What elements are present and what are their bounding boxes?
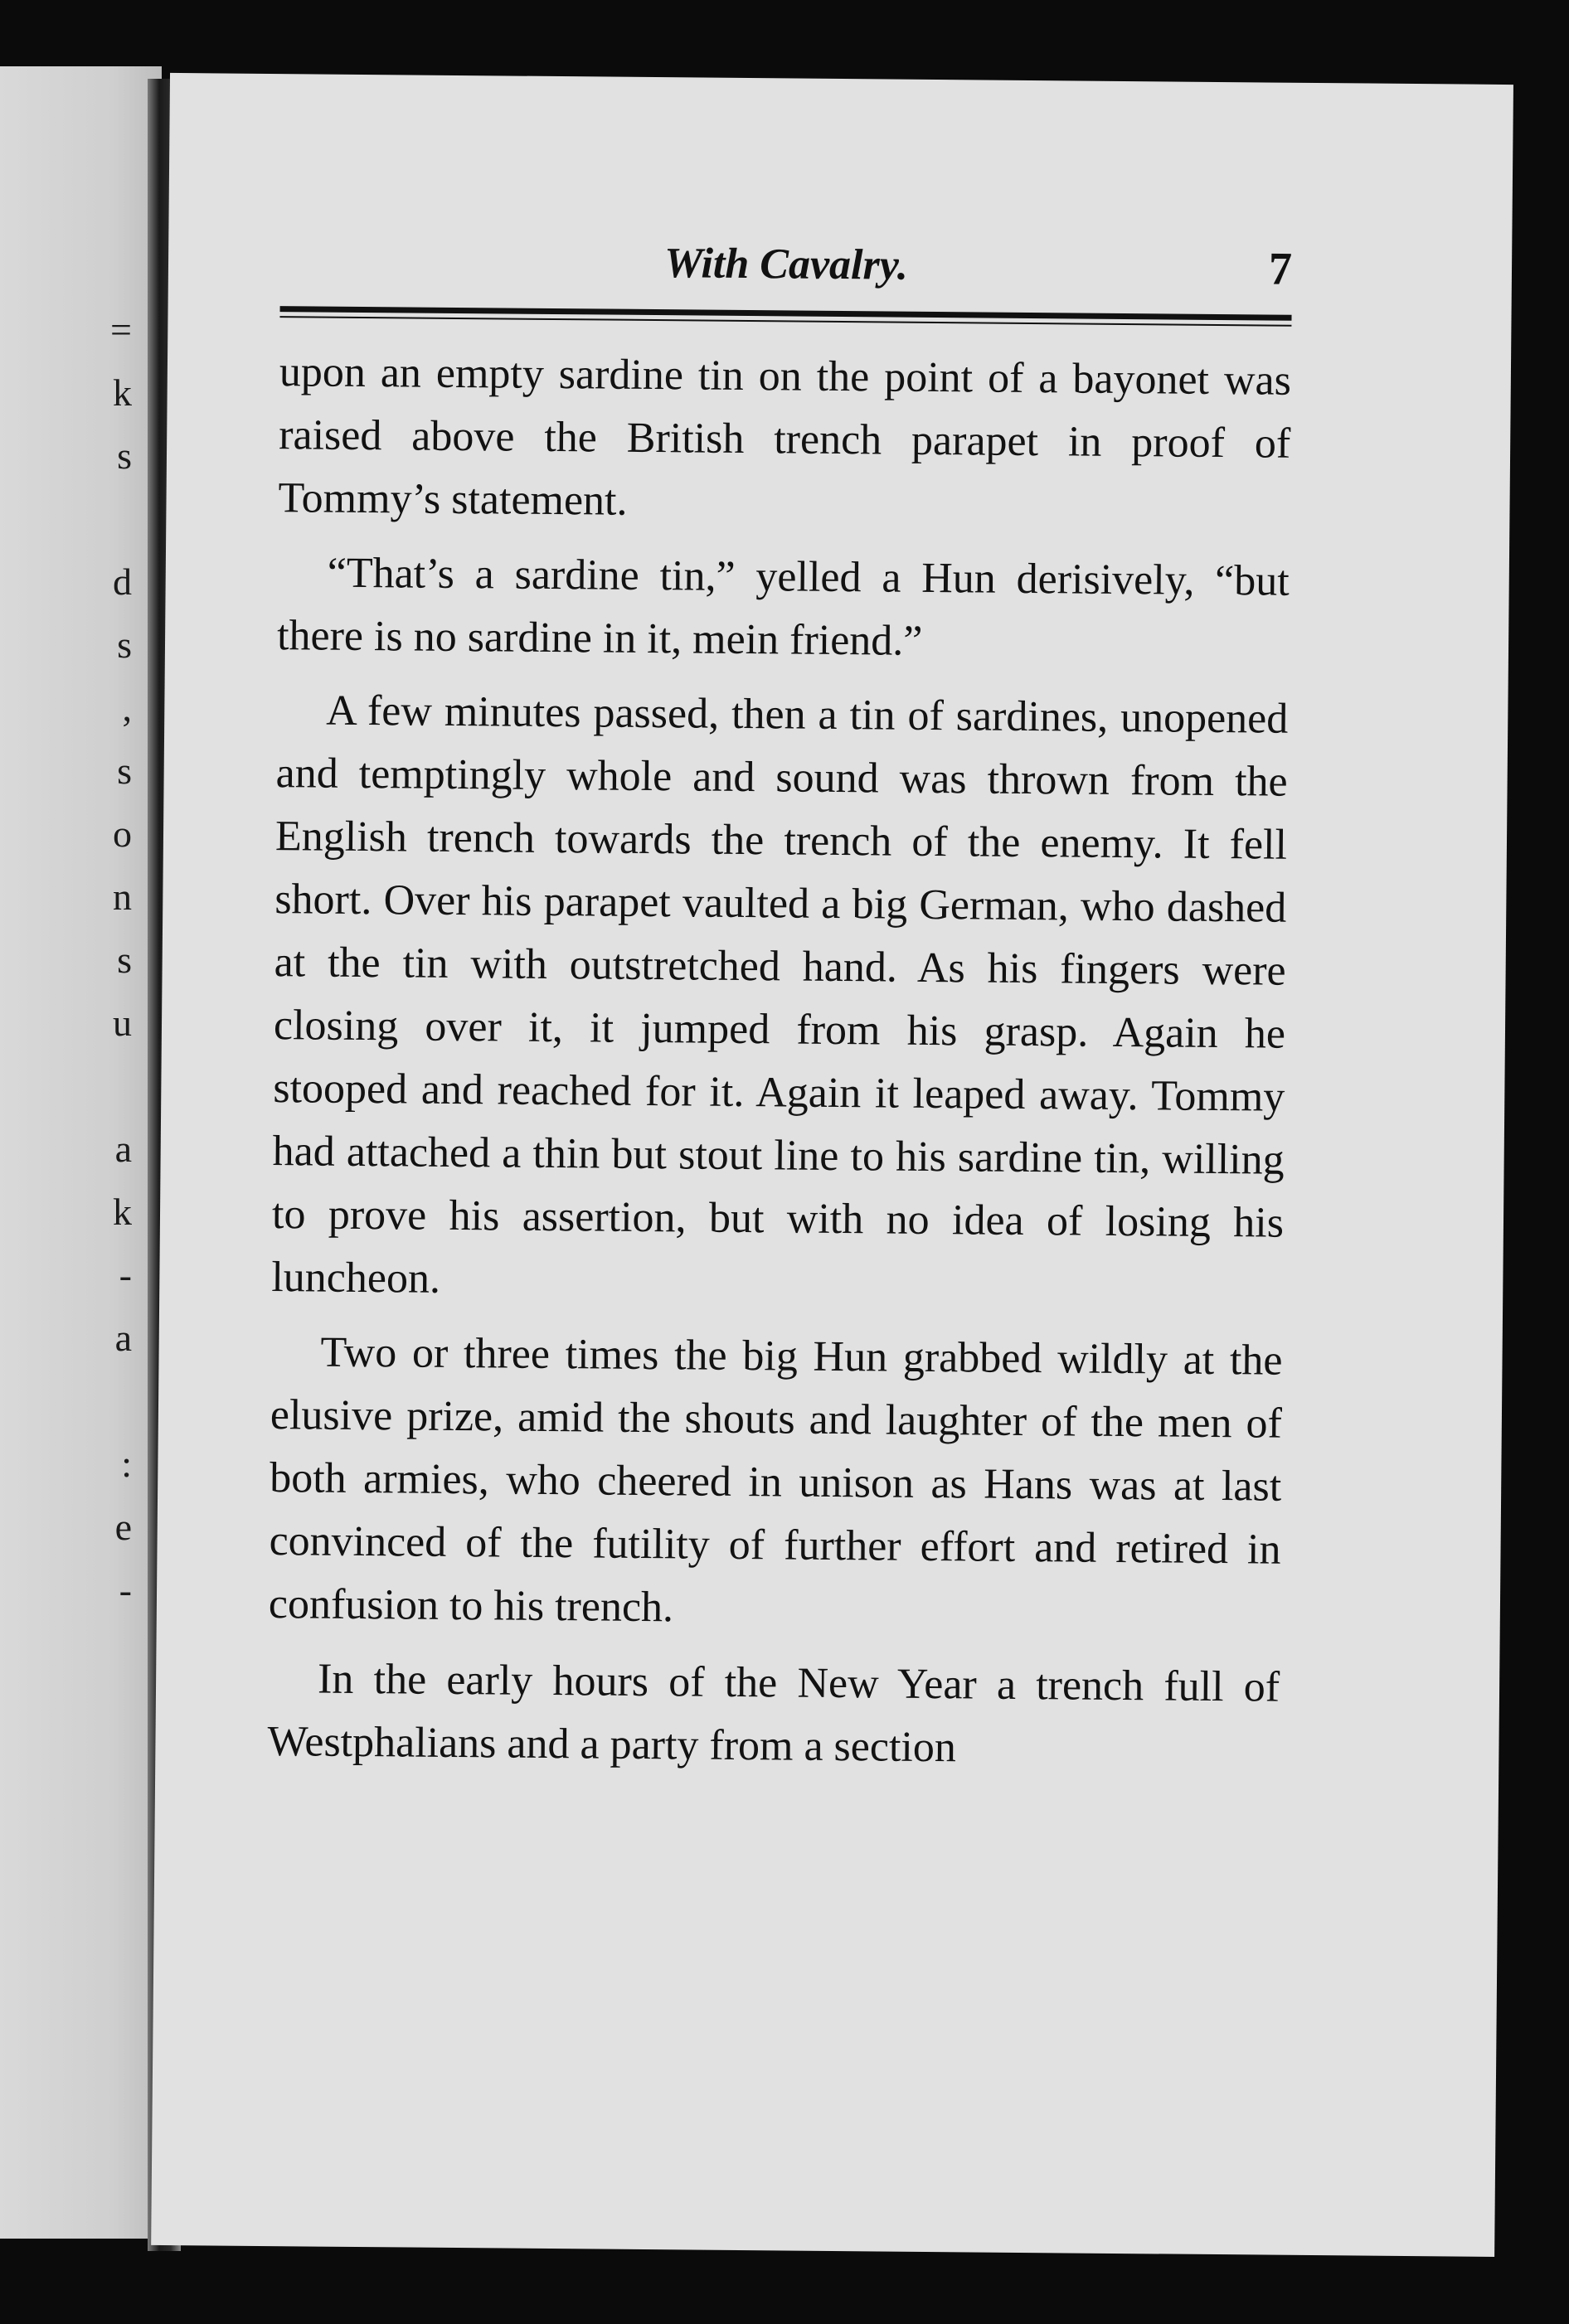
facing-page-fragment: k [113, 371, 132, 414]
facing-page-fragment: n [113, 876, 132, 918]
facing-page-fragment: a [114, 1128, 132, 1170]
facing-page-fragment: d [113, 560, 132, 603]
paragraph: Two or three times the big Hun grabbed wildly at the elusive prize, amid the shouts and laughter of the men of both armies, who cheered in unison as Hans was at last convinced of the futility of further effort and retired in confusion to his trench. [268, 1328, 1283, 1632]
facing-page-fragment: = [110, 308, 132, 351]
facing-page-fragment [99, 1370, 132, 1433]
facing-page-fragment: s [117, 750, 132, 792]
paragraph: A few minutes passed, then a tin of sardines, unopened and temptingly whole and sound was thrown from the English trench towards the trench of the enemy. It fell short. Over his parapet vaulted a big German, who dashed at the tin with outstretched hand. As his fingers were closing over it, it jumped from his grasp. Again he stooped and reached for it. Again it leaped away. Tommy had attached a thin but stout line to his sardine tin, willing to prove his assertion, but with no idea of losing his luncheon. [271, 687, 1289, 1303]
facing-page-fragment: , [122, 687, 132, 729]
facing-page-left [0, 66, 162, 2239]
facing-page-fragment: o [113, 813, 132, 855]
paragraph-continued: upon an empty sardine tin on the point of a bayonet was raised above the British trench parapet in proof of Tommy’s statement. [278, 348, 1292, 525]
facing-page-text-fragments [99, 298, 132, 1622]
book-page [151, 73, 1513, 2257]
facing-page-fragment: - [119, 1569, 132, 1611]
facing-page-fragment: s [117, 623, 132, 666]
facing-page-fragment: s [117, 939, 132, 981]
facing-page-fragment [99, 1055, 132, 1118]
facing-page-fragment: : [121, 1443, 132, 1485]
running-head-title: With Cavalry. [663, 240, 909, 289]
facing-page-fragment: u [113, 1002, 132, 1044]
running-head [280, 231, 1293, 298]
facing-page-fragment: s [117, 434, 132, 477]
paragraph: “That’s a sardine tin,” yelled a Hun derisively, “but there is no sardine in it, mein friend.” [276, 549, 1290, 665]
page-content [267, 231, 1292, 1794]
facing-page-fragment: a [114, 1317, 132, 1359]
paragraph: In the early hours of the New Year a trench full of Westphalians and a party from a section [267, 1655, 1280, 1772]
facing-page-fragment: k [113, 1191, 132, 1233]
facing-page-fragment [99, 488, 132, 551]
body-text [267, 341, 1291, 1783]
page-number: 7 [1268, 243, 1293, 295]
facing-page-fragment: e [114, 1506, 132, 1548]
facing-page-fragment: - [119, 1254, 132, 1296]
